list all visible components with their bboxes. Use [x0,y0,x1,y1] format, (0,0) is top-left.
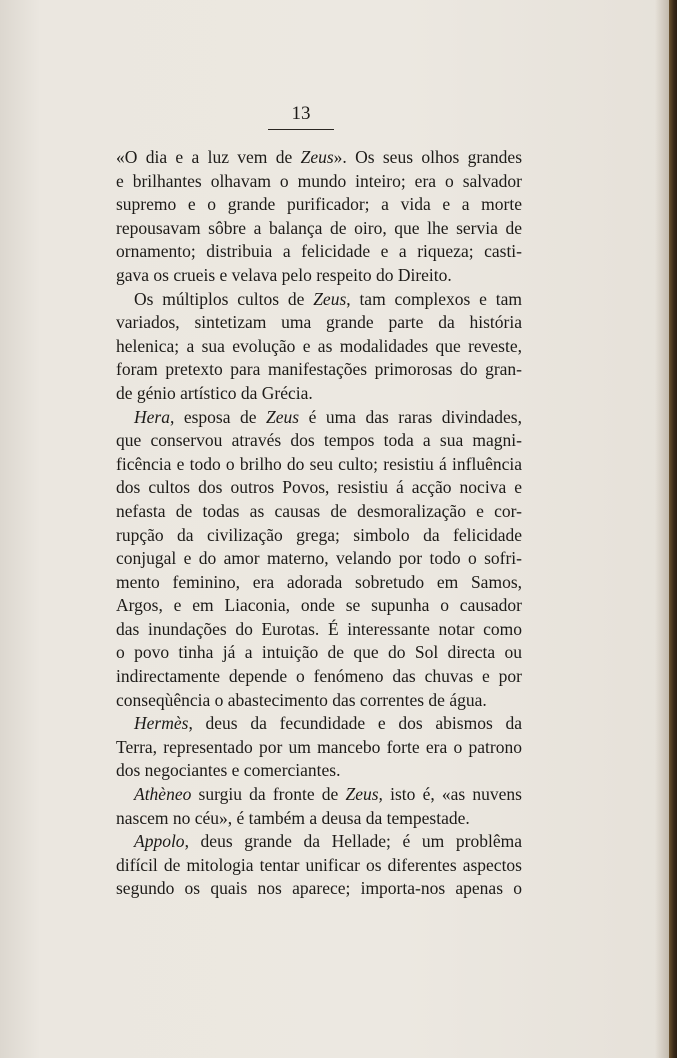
text-segment: Terra, representado por um mancebo forte era o patrono [116,736,522,757]
text-segment: , tam complexos e tam [346,288,522,309]
text-segment: , deus da fecundidade e dos abismos da [188,713,522,734]
text-segment: ficência e todo o brilho do seu culto; resistiu á influência [116,453,522,474]
italic-name: Hera [134,406,170,427]
text-line [116,476,522,500]
text-line [116,240,522,264]
text-segment: mento feminino, era adorada sobretudo em Samos, [116,571,522,592]
text-line [116,382,522,406]
text-line [116,358,522,382]
text-segment: que conservou através dos tempos toda a sua magni- [116,430,522,451]
text-segment: e brilhantes olhavam o mundo inteiro; era o salvador [116,170,522,191]
text-segment: dos cultos dos outros Povos, resistiu á acção nociva e [116,477,522,498]
text-line [116,524,522,548]
text-line [116,571,522,595]
text-segment: conjugal e do amor materno, velando por todo o sofri- [116,548,522,569]
text-line [116,712,522,736]
text-line [116,264,522,288]
page-number: 13 [268,103,334,130]
text-line [116,335,522,359]
text-segment: é uma das raras divindades, [299,406,522,427]
text-segment: surgiu da fronte de [191,784,346,805]
text-line [116,618,522,642]
italic-name: Hermès [134,713,189,734]
text-segment: de génio artístico da Grécia. [116,382,313,403]
text-segment: nefasta de todas as causas de desmoralização e cor- [116,500,522,521]
text-line [116,807,522,831]
text-segment: Argos, e em Liaconia, onde se supunha o causador [116,595,522,616]
text-segment: rupção da civilização grega; simbolo da felicidade [116,524,522,545]
text-segment: ornamento; distribuia a felicidade e a riqueza; casti- [116,241,522,262]
text-segment: dos negociantes e comerciantes. [116,760,341,781]
text-line [116,311,522,335]
text-line [116,854,522,878]
text-segment: supremo e o grande purificador; a vida e a morte [116,194,522,215]
text-segment: conseqùência o abastecimento das correntes de água. [116,689,487,710]
text-line [116,594,522,618]
text-line [116,689,522,713]
text-segment: helenica; a sua evolução e as modalidades que reveste, [116,335,522,356]
text-line [116,641,522,665]
text-line [116,830,522,854]
text-segment: indirectamente depende o fenómeno das chuvas e por [116,666,522,687]
page-gutter-shadow [655,0,669,1058]
text-line [116,547,522,571]
italic-name: Athèneo [134,784,192,805]
text-segment: repousavam sôbre a balança de oiro, que lhe servia de [116,217,522,238]
text-segment: nascem no céu», é também a deusa da tempestade. [116,807,470,828]
text-segment: das inundações do Eurotas. É interessante notar como [116,618,522,639]
text-line [116,783,522,807]
text-line [116,429,522,453]
italic-name: Appolo [134,831,185,852]
text-segment: segundo os quais nos aparece; importa-nos apenas o [116,878,522,899]
text-line [116,146,522,170]
text-segment: difícil de mitologia tentar unificar os diferentes aspectos [116,854,522,875]
text-segment: isto é, «as nuvens [382,784,522,805]
body-text [116,146,522,901]
text-segment: «O dia e a luz vem de [116,147,301,167]
text-line [116,665,522,689]
italic-name: Zeus, [345,784,383,805]
text-line [116,217,522,241]
text-line [116,877,522,901]
text-line [116,759,522,783]
text-segment: variados, sintetizam uma grande parte da história [116,312,522,333]
text-segment: foram pretexto para manifestações primorosas do gran- [116,359,522,380]
text-segment: ». Os seus olhos grandes [333,147,523,167]
text-line [116,288,522,312]
text-line [116,170,522,194]
text-segment: o povo tinha já a intuição de que do Sol directa ou [116,642,522,663]
text-line [116,453,522,477]
italic-name: Zeus [266,406,300,427]
text-segment: , esposa de [169,406,267,427]
text-line [116,406,522,430]
text-line [116,193,522,217]
text-segment: Os múltiplos cultos de [134,288,314,309]
text-line [116,500,522,524]
italic-name: Zeus [300,147,334,167]
text-line [116,736,522,760]
italic-name: Zeus [313,288,347,309]
text-segment: , deus grande da Hellade; é um problêma [184,831,522,852]
text-segment: gava os crueis e velava pelo respeito do Direito. [116,264,452,285]
book-binding-edge [669,0,677,1058]
